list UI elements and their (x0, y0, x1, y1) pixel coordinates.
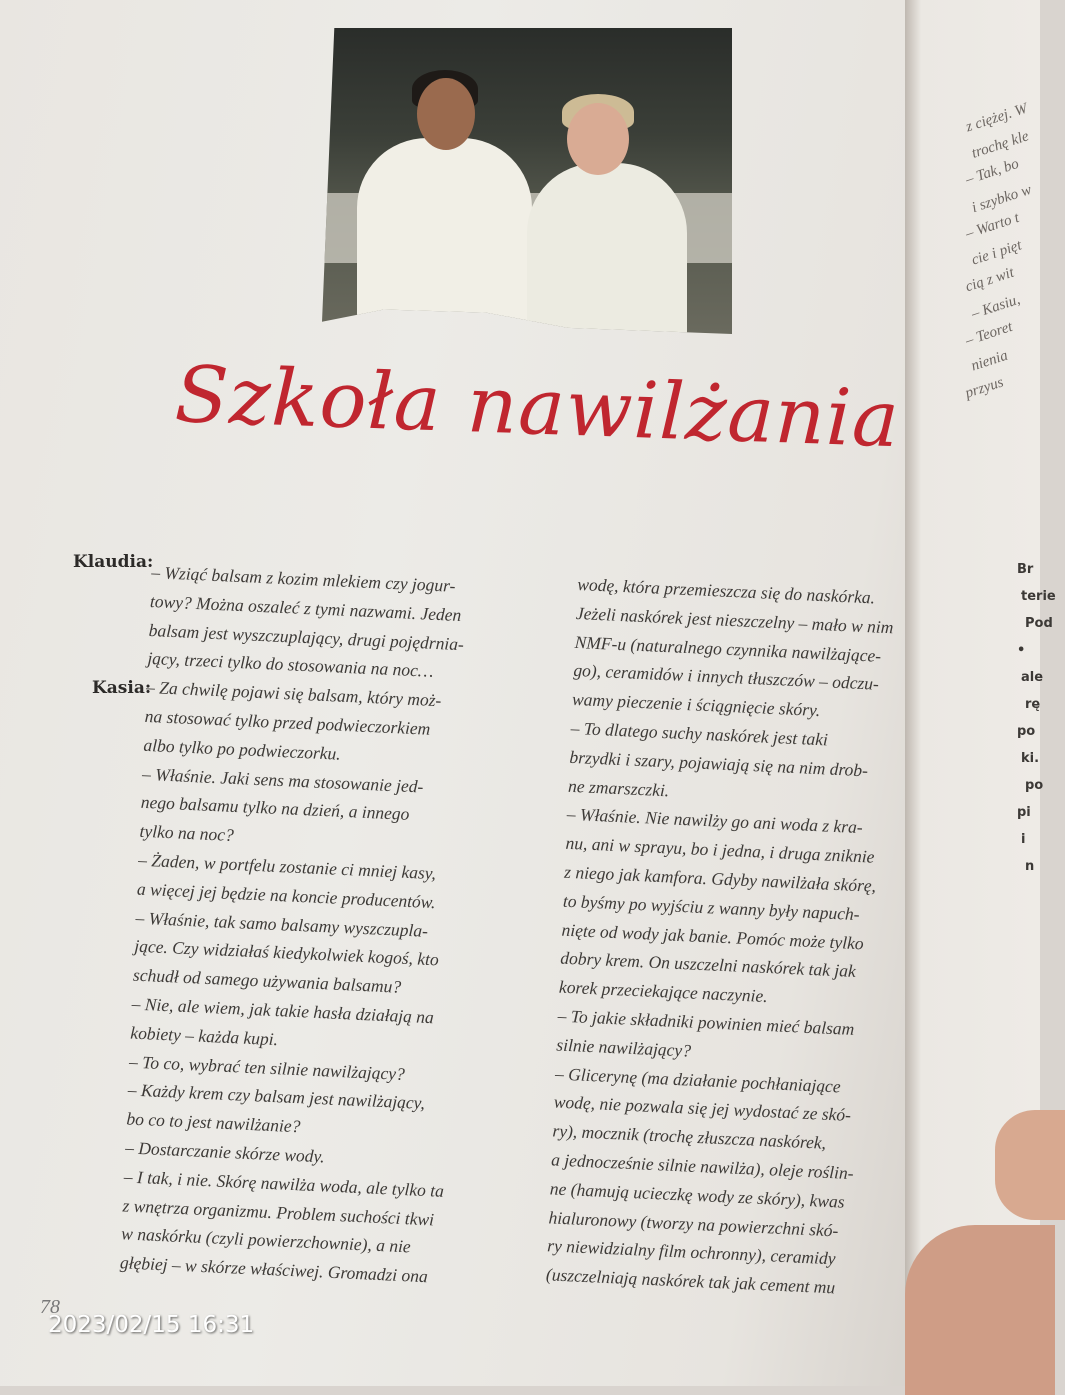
right-page-bold-fragment: rę (1025, 697, 1041, 712)
text-line: albo tylko po podwieczorku. (143, 734, 342, 764)
photo-timestamp: 2023/02/15 16:31 (48, 1312, 255, 1338)
spa-photo (322, 28, 732, 334)
text-line: NMF-u (naturalnego czynnika nawilżające- (574, 631, 882, 666)
text-line: jące. Czy widziałaś kiedykolwiek kogoś, kto (133, 935, 440, 970)
right-page-fragment: nienia (969, 347, 1010, 375)
page-number: 78 (40, 1296, 60, 1318)
text-line: to byśmy po wyjściu z wanny były napuch- (562, 890, 861, 924)
text-line: go), ceramidów i innych tłuszczów – odczu- (572, 660, 880, 695)
right-page-fragment: przyus (963, 374, 1006, 402)
text-line: z wnętrza organizmu. Problem suchości tkwi (122, 1194, 435, 1229)
text-line: hialuronowy (tworzy na powierzchni skó- (548, 1206, 839, 1241)
text-line: z niego jak kamfora. Gdyby nawilżała skórę, (563, 861, 877, 896)
text-line: Jeżeli naskórek jest nieszczelny – mało w nim (575, 602, 894, 638)
text-line: kobiety – każda kupi. (130, 1022, 279, 1049)
right-page-fragment: z ciężej. W (963, 100, 1030, 136)
text-line: nu, ani w sprayu, bo i jedna, i druga zniknie (565, 832, 875, 867)
article-title: Szkoła nawilżania (173, 350, 902, 466)
text-line: bo co to jest nawilżanie? (126, 1108, 301, 1137)
text-line: ry niewidzialny film ochronny), ceramidy (546, 1235, 837, 1269)
text-line: – Właśnie. Nie nawilży go ani woda z kra- (566, 804, 864, 838)
text-line: w naskórku (czyli powierzchownie), a nie (120, 1223, 412, 1257)
text-line: głębiej – w skórze właściwej. Gromadzi ona (119, 1252, 429, 1287)
right-page-bold-fragment: po (1017, 724, 1036, 739)
right-page-bold-fragment: i (1021, 832, 1026, 847)
speaker-kasia: Kasia: (92, 678, 152, 698)
right-page-bold-fragment: n (1025, 859, 1035, 874)
text-line: ne zmarszczki. (567, 775, 670, 800)
text-line: ne (hamują ucieczkę wody ze skóry), kwas (549, 1178, 846, 1212)
text-line: – Za chwilę pojawi się balsam, który moż- (145, 677, 442, 711)
speaker-klaudia: Klaudia: (73, 552, 154, 572)
text-column-left (119, 558, 541, 1295)
text-line: – Wziąć balsam z kozim mlekiem czy jogur- (150, 561, 456, 596)
right-page-fragment: i szybko w (969, 181, 1034, 217)
text-line: – To jakie składniki powinien mieć balsam (557, 1005, 855, 1039)
photo-head-right (567, 103, 629, 175)
text-line: – Nie, ale wiem, jak takie hasła działają na (131, 993, 435, 1028)
right-page-bold-fragment: pi (1017, 805, 1031, 820)
right-page-bold-fragment: ki. (1021, 751, 1040, 766)
text-line: ry), mocznik (trochę złuszcza naskórek, (552, 1120, 827, 1153)
text-line: brzydki i szary, pojawiają się na nim drob- (569, 746, 869, 781)
right-page-fragment: – Tak, bo (963, 155, 1021, 189)
hand (905, 1225, 1055, 1395)
thumb (995, 1110, 1065, 1220)
text-line: wodę, nie pozwala się jej wydostać ze skó- (553, 1091, 852, 1126)
text-line: wodę, która przemieszcza się do naskórka. (576, 573, 876, 608)
text-line: jący, trzeci tylko do stosowania na noc… (146, 648, 434, 682)
text-line: a jednocześnie silnie nawilża), oleje roślin- (550, 1149, 855, 1184)
photo-woman-right (527, 163, 687, 334)
text-line: nięte od wody jak banie. Pomóc może tylko (561, 919, 865, 953)
right-page-fragment: – Kasiu, (969, 291, 1023, 323)
text-line: towy? Można oszaleć z tymi nazwami. Jeden (149, 590, 462, 625)
right-page-fragment: – Warto t (963, 209, 1022, 243)
right-page-fragment: trochę kle (969, 128, 1031, 162)
text-line: – I tak, i nie. Skórę nawilża woda, ale tylko ta (123, 1166, 445, 1201)
text-line: – Żaden, w portfelu zostanie ci mniej kasy, (137, 849, 437, 884)
right-page-bold-fragment: Pod (1025, 616, 1053, 631)
right-page-bold-fragment: ale (1021, 670, 1044, 685)
photo-woman-left (357, 138, 532, 334)
text-line: balsam jest wyszczuplający, drugi pojędrnia- (148, 619, 465, 654)
text-line: – To dlatego suchy naskórek jest taki (570, 717, 829, 750)
text-line: – To co, wybrać ten silnie nawilżający? (128, 1051, 406, 1084)
text-line: a więcej jej będzie na koncie producentów. (136, 878, 437, 912)
right-page-fragment: cie i pięt (969, 237, 1024, 269)
text-line: – Dostarczanie skórze wody. (124, 1137, 326, 1167)
text-line: schudł od samego używania balsamu? (132, 964, 402, 997)
text-line: nego balsamu tylko na dzień, a innego (140, 792, 410, 825)
text-line: – Każdy krem czy balsam jest nawilżający, (127, 1079, 426, 1114)
text-line: – Właśnie. Jaki sens ma stosowanie jed- (141, 763, 424, 797)
text-line: wamy pieczenie i ściągnięcie skóry. (571, 689, 821, 721)
right-page-fragment: – Teoret (963, 318, 1015, 350)
photo-head-left (417, 78, 475, 150)
right-page-bold-fragment: terie (1021, 589, 1056, 604)
text-line: tylko na noc? (139, 820, 235, 846)
right-page-fragment: cią z wit (963, 264, 1017, 296)
right-page-bold-fragment: Br (1017, 562, 1034, 577)
text-line: na stosować tylko przed podwieczorkiem (144, 705, 431, 739)
text-line: dobry krem. On uszczelni naskórek tak jak (559, 947, 857, 982)
text-column-right (545, 570, 922, 1305)
text-line: korek przeciekające naczynie. (558, 976, 769, 1007)
right-page-bold-fragment: • (1017, 643, 1026, 658)
text-line: – Glicerynę (ma działanie pochłaniające (554, 1063, 842, 1096)
text-line: (uszczelniają naskórek tak jak cement mu (545, 1264, 836, 1298)
text-line: – Właśnie, tak samo balsamy wyszczupla- (135, 907, 429, 941)
text-line: silnie nawilżający? (556, 1034, 692, 1061)
right-page-bold-fragment: po (1025, 778, 1044, 793)
